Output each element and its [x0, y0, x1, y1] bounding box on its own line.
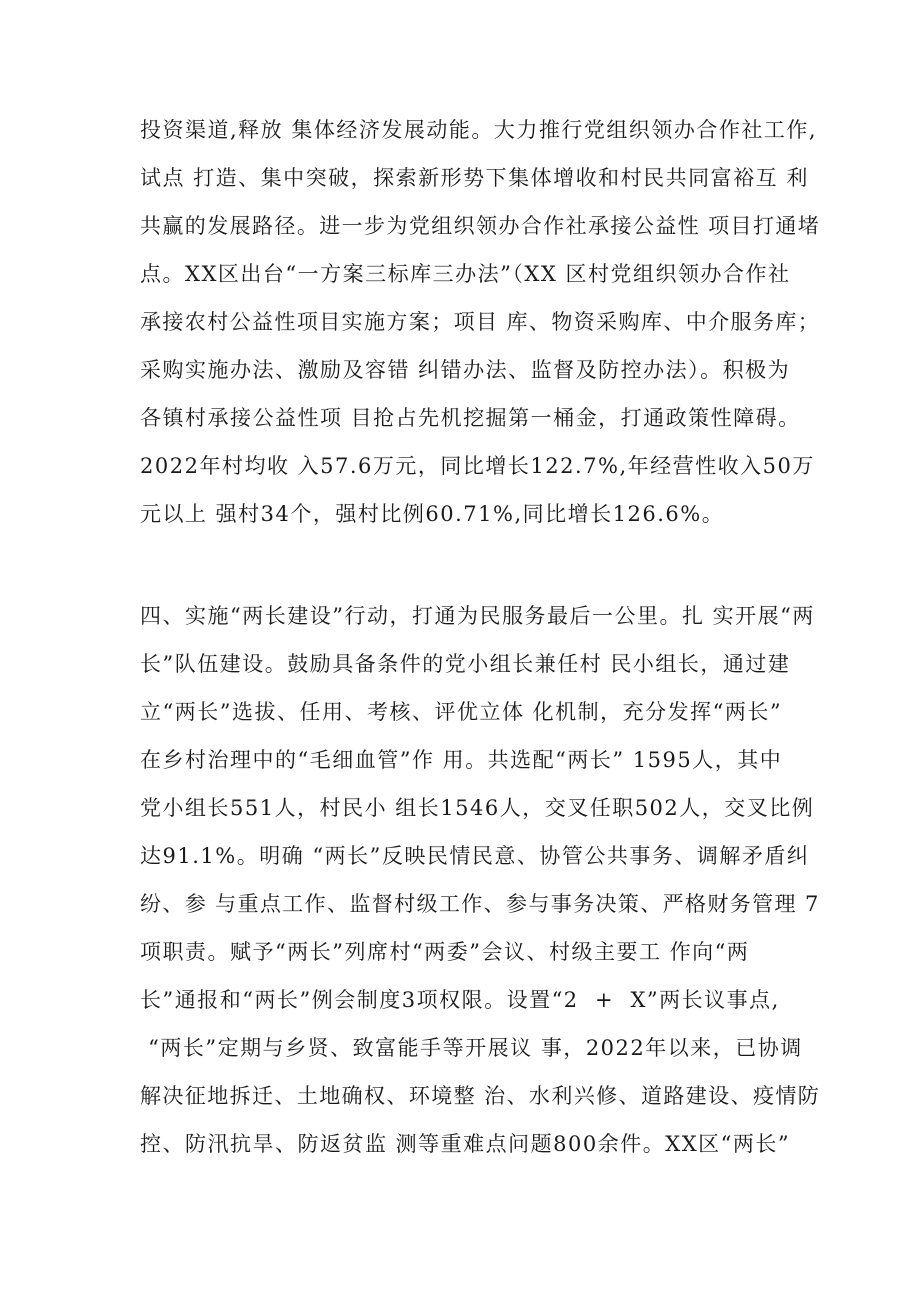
text-line: 长”通报和“两长”例会制度3项权限。设置“2 + X”两长议事点,	[140, 988, 780, 1012]
text-line: 纷、参 与重点工作、监督村级工作、参与事务决策、严格财务管理 7	[140, 892, 820, 916]
text-line: 达91.1%。明确 “两长”反映民情民意、协管公共事务、调解矛盾纠	[140, 844, 810, 868]
text-line: 元以上 强村34个，强村比例60.71%,同比增长126.6%。	[140, 502, 725, 526]
text-line: 党小组长551人，村民小 组长1546人，交叉任职502人，交叉比例	[140, 796, 815, 820]
text-line: 点。XX区出台“一方案三标库三办法”（XX 区村党组织领办合作社	[140, 262, 791, 286]
text-line: 2022年村均收 入57.6万元，同比增长122.7%,年经营性收入50万	[140, 454, 815, 478]
text-line: 承接农村公益性项目实施方案；项目 库、物资采购库、中介服务库；	[140, 310, 821, 334]
text-line: 四、实施“两长建设”行动，打通为民服务最后一公里。扎 实开展“两	[140, 604, 815, 628]
text-line: 投资渠道,释放 集体经济发展动能。大力推行党组织领办合作社工作,	[140, 118, 818, 142]
text-line: 试点 打造、集中突破，探索新形势下集体增收和村民共同富裕互 利	[140, 166, 809, 190]
text-line: 共赢的发展路径。进一步为党组织领办合作社承接公益性 项目打通堵	[140, 214, 821, 238]
text-line: 长”队伍建设。鼓励具备条件的党小组长兼任村 民小组长，通过建	[140, 652, 791, 676]
text-line: 各镇村承接公益性项 目抢占先机挖掘第一桶金，打通政策性障碍。	[140, 406, 801, 430]
text-line: 控、防汛抗旱、防返贫监 测等重难点问题800余件。XX区“两长”	[140, 1132, 791, 1156]
text-line: 解决征地拆迁、土地确权、环境整 治、水利兴修、道路建设、疫情防	[140, 1084, 821, 1108]
text-line: 采购实施办法、激励及容错 纠错办法、监督及防控办法）。积极为	[140, 358, 791, 382]
text-line: 在乡村治理中的“毛细血管”作 用。共选配“两长” 1595人，其中	[140, 748, 783, 772]
text-line: 立“两长”选拔、任用、考核、评优立体 化机制，充分发挥“两长”	[140, 700, 783, 724]
text-line: 项职责。赋予“两长”列席村“两委”会议、村级主要工 作向“两	[140, 940, 750, 964]
text-line: “两长”定期与乡贤、致富能手等开展议 事，2022年以来，已协调	[140, 1036, 803, 1060]
